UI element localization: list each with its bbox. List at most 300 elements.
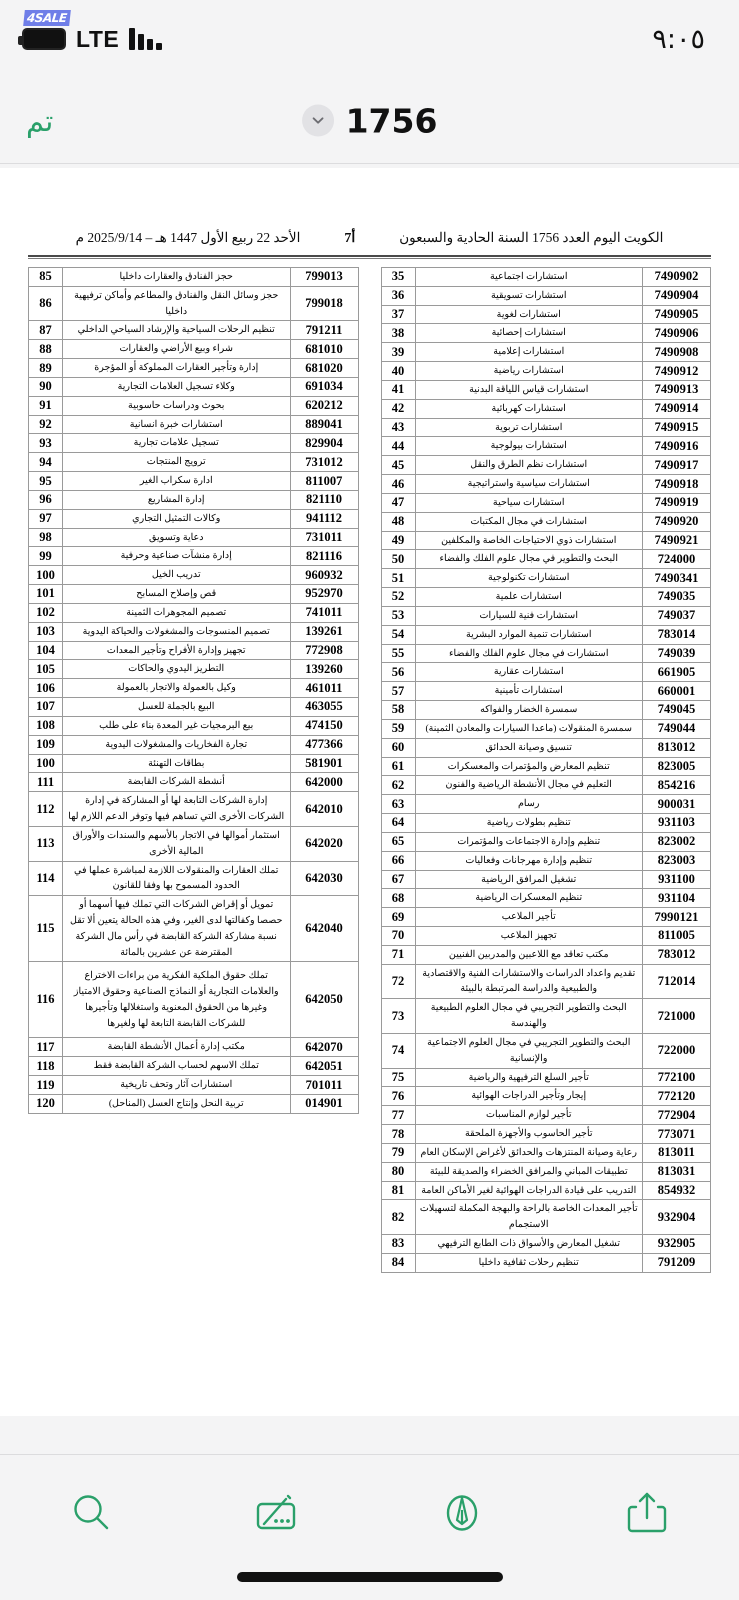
activity-code: 7490915 bbox=[643, 418, 711, 437]
activity-code: 821116 bbox=[290, 547, 358, 566]
activity-name: تشغيل المرافق الرياضية bbox=[415, 870, 643, 889]
activity-index: 109 bbox=[29, 735, 63, 754]
table-row bbox=[381, 418, 711, 437]
activity-index: 85 bbox=[29, 268, 63, 287]
activity-code: 7490906 bbox=[643, 324, 711, 343]
table-row bbox=[381, 1200, 711, 1235]
activity-name: سمسرة المنقولات (ماعدا السيارات والمعادن الثمينة) bbox=[415, 719, 643, 738]
table-row bbox=[381, 550, 711, 569]
table-row bbox=[381, 456, 711, 475]
activity-code: 463055 bbox=[290, 698, 358, 717]
activity-code: 791211 bbox=[290, 321, 358, 340]
table-row bbox=[381, 851, 711, 870]
activity-code: 813031 bbox=[643, 1162, 711, 1181]
activity-code: 799013 bbox=[290, 268, 358, 287]
activity-name: استشارات لغوية bbox=[415, 305, 643, 324]
activity-index: 74 bbox=[381, 1033, 415, 1068]
activity-name: بحوث ودراسات حاسوبية bbox=[63, 396, 291, 415]
table-row bbox=[381, 493, 711, 512]
done-button[interactable]: تم bbox=[26, 103, 54, 138]
activity-name: استشارات تربوية bbox=[415, 418, 643, 437]
table-row bbox=[381, 1253, 711, 1272]
activity-code: 7490341 bbox=[643, 569, 711, 588]
activity-code: 889041 bbox=[290, 415, 358, 434]
status-bar bbox=[0, 0, 739, 78]
table-row bbox=[29, 396, 359, 415]
status-bar-left bbox=[22, 10, 162, 53]
activity-code: 7490905 bbox=[643, 305, 711, 324]
activity-name: سمسرة الخضار والفواكه bbox=[415, 701, 643, 720]
activity-index: 115 bbox=[29, 896, 63, 962]
table-row bbox=[381, 738, 711, 757]
activity-name: تشغيل المعارض والأسواق ذات الطابع الترفيهي bbox=[415, 1235, 643, 1254]
activity-name: حجز وسائل النقل والفنادق والمطاعم وأماكن ترفيهية داخليا bbox=[63, 286, 291, 321]
activity-name: تجهيز وإدارة الأفراح وتأجير المعدات bbox=[63, 641, 291, 660]
table-row bbox=[29, 509, 359, 528]
table-row bbox=[381, 362, 711, 381]
activity-index: 41 bbox=[381, 380, 415, 399]
table-row bbox=[381, 268, 711, 287]
table-row bbox=[29, 792, 359, 827]
table-row bbox=[29, 434, 359, 453]
table-row bbox=[29, 585, 359, 604]
activity-index: 116 bbox=[29, 962, 63, 1038]
activity-code: 749045 bbox=[643, 701, 711, 720]
table-row bbox=[29, 566, 359, 585]
activity-code: 642030 bbox=[290, 861, 358, 896]
activity-name: استشارات عقارية bbox=[415, 663, 643, 682]
activity-name: استشارات تنمية الموارد البشرية bbox=[415, 625, 643, 644]
activity-name: ترويج المنتجات bbox=[63, 453, 291, 472]
activity-code: 772908 bbox=[290, 641, 358, 660]
activity-code: 854216 bbox=[643, 776, 711, 795]
activity-code: 461011 bbox=[290, 679, 358, 698]
table-row bbox=[29, 1057, 359, 1076]
activity-code: 642020 bbox=[290, 826, 358, 861]
activity-name: تملك العقارات والمنقولات اللازمة لمباشرة عملها في الحدود المسموح بها وفقا للقانون bbox=[63, 861, 291, 896]
header-page-number: أ7 bbox=[344, 231, 356, 246]
activity-index: 38 bbox=[381, 324, 415, 343]
activity-index: 42 bbox=[381, 399, 415, 418]
activity-index: 61 bbox=[381, 757, 415, 776]
activity-index: 45 bbox=[381, 456, 415, 475]
table-row bbox=[29, 861, 359, 896]
activity-name: رسام bbox=[415, 795, 643, 814]
bottom-toolbar bbox=[0, 1454, 739, 1600]
activity-code: 691034 bbox=[290, 377, 358, 396]
navigation-bar bbox=[0, 78, 739, 164]
activity-index: 120 bbox=[29, 1094, 63, 1113]
activity-code: 724000 bbox=[643, 550, 711, 569]
table-row bbox=[29, 321, 359, 340]
table-row bbox=[381, 719, 711, 738]
activity-code: 731012 bbox=[290, 453, 358, 472]
activity-index: 108 bbox=[29, 716, 63, 735]
activity-name: تنظيم وإدارة مهرجانات وفعاليات bbox=[415, 851, 643, 870]
table-row bbox=[29, 1038, 359, 1057]
activity-index: 90 bbox=[29, 377, 63, 396]
table-row bbox=[381, 870, 711, 889]
activity-index: 105 bbox=[29, 660, 63, 679]
activity-code: 7490918 bbox=[643, 475, 711, 494]
activity-name: شراء وبيع الأراضي والعقارات bbox=[63, 340, 291, 359]
activity-code: 681010 bbox=[290, 340, 358, 359]
activity-index: 80 bbox=[381, 1162, 415, 1181]
table-row bbox=[29, 268, 359, 287]
activity-code: 660001 bbox=[643, 682, 711, 701]
activity-name: التطريز اليدوي والحاكات bbox=[63, 660, 291, 679]
column-right bbox=[381, 267, 712, 1273]
activity-name: تنظيم رحلات ثقافية داخليا bbox=[415, 1253, 643, 1272]
table-row bbox=[381, 832, 711, 851]
activity-index: 84 bbox=[381, 1253, 415, 1272]
activity-index: 51 bbox=[381, 569, 415, 588]
activity-index: 100 bbox=[29, 754, 63, 773]
activity-index: 57 bbox=[381, 682, 415, 701]
activity-index: 119 bbox=[29, 1076, 63, 1095]
activity-name: استثمار أموالها في الاتجار بالأسهم والسندات والأوراق المالية الأخرى bbox=[63, 826, 291, 861]
table-row bbox=[29, 716, 359, 735]
activity-name: تنظيم وإدارة الاجتماعات والمؤتمرات bbox=[415, 832, 643, 851]
activity-index: 93 bbox=[29, 434, 63, 453]
activity-index: 76 bbox=[381, 1087, 415, 1106]
activity-index: 78 bbox=[381, 1125, 415, 1144]
activity-index: 70 bbox=[381, 926, 415, 945]
activity-name: مكتب إدارة أعمال الأنشطة القابضة bbox=[63, 1038, 291, 1057]
activity-index: 44 bbox=[381, 437, 415, 456]
activity-index: 111 bbox=[29, 773, 63, 792]
activity-name: تنظيم الرحلات السياحية والإرشاد السياحي الداخلي bbox=[63, 321, 291, 340]
activity-name: قص وإصلاح المسابح bbox=[63, 585, 291, 604]
table-row bbox=[29, 679, 359, 698]
table-row bbox=[381, 475, 711, 494]
activity-code: 7490921 bbox=[643, 531, 711, 550]
activity-name: إيجار وتأجير الدراجات الهوائية bbox=[415, 1087, 643, 1106]
activity-code: 772100 bbox=[643, 1068, 711, 1087]
activity-name: استشارات آثار وتحف تاريخية bbox=[63, 1076, 291, 1095]
table-row bbox=[29, 962, 359, 1038]
activity-name: تقديم واعداد الدراسات والاستشارات الفنية والاقتصادية والطبيعية والدراسة المرتبطة بالبيئة bbox=[415, 964, 643, 999]
activity-name: استشارات فنية للسيارات bbox=[415, 606, 643, 625]
activity-code: 741011 bbox=[290, 603, 358, 622]
activity-code: 642051 bbox=[290, 1057, 358, 1076]
activity-index: 100 bbox=[29, 566, 63, 585]
activity-code: 7490916 bbox=[643, 437, 711, 456]
activity-name: وكيل بالعمولة والاتجار بالعمولة bbox=[63, 679, 291, 698]
activity-index: 52 bbox=[381, 588, 415, 607]
activity-index: 48 bbox=[381, 512, 415, 531]
status-bar-clock: ٩:٠٥ bbox=[652, 23, 705, 55]
table-row bbox=[381, 908, 711, 927]
activity-code: 7490902 bbox=[643, 268, 711, 287]
activity-index: 77 bbox=[381, 1106, 415, 1125]
activity-index: 89 bbox=[29, 359, 63, 378]
table-row bbox=[29, 622, 359, 641]
activity-index: 54 bbox=[381, 625, 415, 644]
table-row bbox=[381, 380, 711, 399]
table-row bbox=[29, 415, 359, 434]
activity-code: 712014 bbox=[643, 964, 711, 999]
table-row bbox=[381, 399, 711, 418]
share-icon[interactable] bbox=[604, 1481, 690, 1545]
table-row bbox=[381, 588, 711, 607]
activity-code: 7490917 bbox=[643, 456, 711, 475]
activity-code: 749037 bbox=[643, 606, 711, 625]
activity-index: 88 bbox=[29, 340, 63, 359]
activity-index: 104 bbox=[29, 641, 63, 660]
table-row bbox=[29, 754, 359, 773]
table-row bbox=[381, 1162, 711, 1181]
activity-name: إدارة وتأجير العقارات المملوكة أو المؤجرة bbox=[63, 359, 291, 378]
activity-code: 642070 bbox=[290, 1038, 358, 1057]
activity-code: 7490912 bbox=[643, 362, 711, 381]
activity-index: 118 bbox=[29, 1057, 63, 1076]
activity-code: 799018 bbox=[290, 286, 358, 321]
activity-name: استشارات سياحية bbox=[415, 493, 643, 512]
activity-name: تجارة الفخاريات والمشغولات اليدوية bbox=[63, 735, 291, 754]
activity-index: 72 bbox=[381, 964, 415, 999]
activity-code: 811007 bbox=[290, 472, 358, 491]
activity-index: 79 bbox=[381, 1143, 415, 1162]
table-row bbox=[29, 286, 359, 321]
battery-icon bbox=[22, 28, 66, 50]
activity-code: 477366 bbox=[290, 735, 358, 754]
activity-code: 791209 bbox=[643, 1253, 711, 1272]
activity-name: تأجير المعدات الخاصة بالراحة والبهجة المكملة لتسهيلات الاستجمام bbox=[415, 1200, 643, 1235]
table-row bbox=[381, 964, 711, 999]
activity-name: تسجيل علامات تجارية bbox=[63, 434, 291, 453]
activity-name: وكالات التمثيل التجاري bbox=[63, 509, 291, 528]
table-row bbox=[381, 682, 711, 701]
activity-code: 821110 bbox=[290, 490, 358, 509]
activity-code: 823003 bbox=[643, 851, 711, 870]
table-row bbox=[381, 625, 711, 644]
activity-index: 39 bbox=[381, 343, 415, 362]
activity-code: 721000 bbox=[643, 999, 711, 1034]
table-row bbox=[29, 528, 359, 547]
activity-index: 73 bbox=[381, 999, 415, 1034]
activity-name: ادارة سكراب الغير bbox=[63, 472, 291, 491]
activity-index: 60 bbox=[381, 738, 415, 757]
table-row bbox=[29, 1076, 359, 1095]
activity-code: 931104 bbox=[643, 889, 711, 908]
activity-name: إدارة المشاريع bbox=[63, 490, 291, 509]
activity-index: 92 bbox=[29, 415, 63, 434]
activity-code: 813012 bbox=[643, 738, 711, 757]
activity-index: 67 bbox=[381, 870, 415, 889]
table-row bbox=[29, 547, 359, 566]
document-header bbox=[0, 168, 739, 253]
activity-index: 50 bbox=[381, 550, 415, 569]
table-row bbox=[381, 1068, 711, 1087]
activity-code: 7490919 bbox=[643, 493, 711, 512]
activity-name: استشارات تأمينية bbox=[415, 682, 643, 701]
activity-name: تجهيز الملاعب bbox=[415, 926, 643, 945]
activity-code: 941112 bbox=[290, 509, 358, 528]
activity-index: 65 bbox=[381, 832, 415, 851]
activity-name: حجز الفنادق والعقارات داخليا bbox=[63, 268, 291, 287]
activity-index: 81 bbox=[381, 1181, 415, 1200]
activity-code: 581901 bbox=[290, 754, 358, 773]
activity-code: 014901 bbox=[290, 1094, 358, 1113]
activity-index: 95 bbox=[29, 472, 63, 491]
activity-index: 75 bbox=[381, 1068, 415, 1087]
activity-code: 900031 bbox=[643, 795, 711, 814]
document-page[interactable] bbox=[0, 168, 739, 1416]
activity-index: 94 bbox=[29, 453, 63, 472]
markup-icon[interactable] bbox=[234, 1481, 320, 1545]
activity-name: تنظيم بطولات رياضية bbox=[415, 814, 643, 833]
table-row bbox=[29, 735, 359, 754]
activity-code: 773071 bbox=[643, 1125, 711, 1144]
table-row bbox=[381, 644, 711, 663]
activity-name: تنسيق وصيانة الحدائق bbox=[415, 738, 643, 757]
activity-name: أنشطة الشركات القابضة bbox=[63, 773, 291, 792]
activity-index: 59 bbox=[381, 719, 415, 738]
activity-code: 854932 bbox=[643, 1181, 711, 1200]
activity-name: تدريب الخيل bbox=[63, 566, 291, 585]
table-row bbox=[381, 437, 711, 456]
table-row bbox=[29, 453, 359, 472]
activity-index: 99 bbox=[29, 547, 63, 566]
activity-name: استشارات تسويقية bbox=[415, 286, 643, 305]
table-row bbox=[381, 663, 711, 682]
activity-name: إدارة الشركات التابعة لها أو المشاركة في إدارة الشركات الأخرى التي تساهم فيها وتوفر الدعم اللازم لها bbox=[63, 792, 291, 827]
table-row bbox=[381, 1087, 711, 1106]
activity-code: 7490914 bbox=[643, 399, 711, 418]
activities-table-left bbox=[28, 267, 359, 1114]
table-row bbox=[381, 999, 711, 1034]
activities-table-right bbox=[381, 267, 712, 1273]
table-row bbox=[381, 1143, 711, 1162]
activity-code: 642010 bbox=[290, 792, 358, 827]
activity-name: دعاية وتسويق bbox=[63, 528, 291, 547]
table-row bbox=[381, 795, 711, 814]
activity-code: 813011 bbox=[643, 1143, 711, 1162]
activity-index: 49 bbox=[381, 531, 415, 550]
table-row bbox=[381, 1235, 711, 1254]
activity-index: 68 bbox=[381, 889, 415, 908]
activity-index: 64 bbox=[381, 814, 415, 833]
activity-code: 772904 bbox=[643, 1106, 711, 1125]
table-row bbox=[381, 1125, 711, 1144]
activity-index: 98 bbox=[29, 528, 63, 547]
activity-name: بطاقات التهنئة bbox=[63, 754, 291, 773]
activity-name: استشارات ذوي الاحتياجات الخاصة والمكلفين bbox=[415, 531, 643, 550]
table-row bbox=[29, 773, 359, 792]
activity-name: استشارات خبرة انسانية bbox=[63, 415, 291, 434]
activity-index: 46 bbox=[381, 475, 415, 494]
activity-name: البحث والتطوير التجريبي في مجال العلوم الاجتماعية والإنسانية bbox=[415, 1033, 643, 1068]
table-row bbox=[29, 660, 359, 679]
table-row bbox=[381, 324, 711, 343]
activity-code: 829904 bbox=[290, 434, 358, 453]
table-row bbox=[29, 896, 359, 962]
chevron-down-icon[interactable] bbox=[302, 105, 334, 137]
page-title: 1756 bbox=[345, 101, 438, 140]
activity-index: 62 bbox=[381, 776, 415, 795]
table-row bbox=[381, 814, 711, 833]
table-row bbox=[381, 757, 711, 776]
table-columns bbox=[0, 259, 739, 1273]
table-row bbox=[29, 359, 359, 378]
activity-index: 69 bbox=[381, 908, 415, 927]
activity-name: استشارات بيولوجية bbox=[415, 437, 643, 456]
header-issue-text: الكويت اليوم العدد 1756 السنة الحادية والسبعون bbox=[399, 230, 664, 245]
table-row bbox=[381, 606, 711, 625]
activity-name: استشارات اجتماعية bbox=[415, 268, 643, 287]
activity-code: 952970 bbox=[290, 585, 358, 604]
activity-index: 97 bbox=[29, 509, 63, 528]
table-row bbox=[381, 889, 711, 908]
activity-name: البحث والتطوير في مجال علوم الفلك والفضاء bbox=[415, 550, 643, 569]
activity-code: 139261 bbox=[290, 622, 358, 641]
activity-code: 749039 bbox=[643, 644, 711, 663]
activity-code: 7490920 bbox=[643, 512, 711, 531]
activity-code: 823005 bbox=[643, 757, 711, 776]
activity-code: 749044 bbox=[643, 719, 711, 738]
activity-name: تنظيم المعسكرات الرياضية bbox=[415, 889, 643, 908]
search-icon[interactable] bbox=[49, 1481, 135, 1545]
activity-name: استشارات إحصائية bbox=[415, 324, 643, 343]
activity-name: تربية النحل وإنتاج العسل (المناحل) bbox=[63, 1094, 291, 1113]
activity-index: 87 bbox=[29, 321, 63, 340]
activity-index: 82 bbox=[381, 1200, 415, 1235]
activity-index: 86 bbox=[29, 286, 63, 321]
activity-index: 37 bbox=[381, 305, 415, 324]
table-row bbox=[381, 1033, 711, 1068]
activity-code: 932905 bbox=[643, 1235, 711, 1254]
activity-code: 139260 bbox=[290, 660, 358, 679]
activity-code: 642040 bbox=[290, 896, 358, 962]
activity-index: 56 bbox=[381, 663, 415, 682]
activity-name: تنظيم المعارض والمؤتمرات والمعسكرات bbox=[415, 757, 643, 776]
activity-name: وكلاء تسجيل العلامات التجارية bbox=[63, 377, 291, 396]
pen-annotate-icon[interactable] bbox=[419, 1481, 505, 1545]
table-row bbox=[381, 926, 711, 945]
activity-code: 731011 bbox=[290, 528, 358, 547]
activity-index: 35 bbox=[381, 268, 415, 287]
header-date-text: الأحد 22 ربيع الأول 1447 هـ – 2025/9/14 م bbox=[75, 230, 301, 245]
table-row bbox=[381, 286, 711, 305]
activity-name: استشارات إعلامية bbox=[415, 343, 643, 362]
activity-name: استشارات علمية bbox=[415, 588, 643, 607]
column-left bbox=[28, 267, 359, 1114]
activity-index: 106 bbox=[29, 679, 63, 698]
activity-code: 681020 bbox=[290, 359, 358, 378]
activity-name: تأجير السلع الترفيهية والرياضية bbox=[415, 1068, 643, 1087]
activity-code: 772120 bbox=[643, 1087, 711, 1106]
table-row bbox=[381, 776, 711, 795]
activity-name: استشارات سياسية واستراتيجية bbox=[415, 475, 643, 494]
activity-code: 811005 bbox=[643, 926, 711, 945]
activity-index: 96 bbox=[29, 490, 63, 509]
activity-code: 7990121 bbox=[643, 908, 711, 927]
activity-code: 474150 bbox=[290, 716, 358, 735]
activity-name: استشارات كهربائية bbox=[415, 399, 643, 418]
table-row bbox=[381, 1181, 711, 1200]
activity-index: 103 bbox=[29, 622, 63, 641]
carrier-label: LTE bbox=[76, 25, 120, 52]
activity-code: 7490913 bbox=[643, 380, 711, 399]
activity-index: 113 bbox=[29, 826, 63, 861]
activity-index: 36 bbox=[381, 286, 415, 305]
table-row bbox=[29, 1094, 359, 1113]
table-row bbox=[381, 531, 711, 550]
activity-name: استشارات في مجال علوم الفلك والفضاء bbox=[415, 644, 643, 663]
table-row bbox=[29, 472, 359, 491]
activity-index: 43 bbox=[381, 418, 415, 437]
